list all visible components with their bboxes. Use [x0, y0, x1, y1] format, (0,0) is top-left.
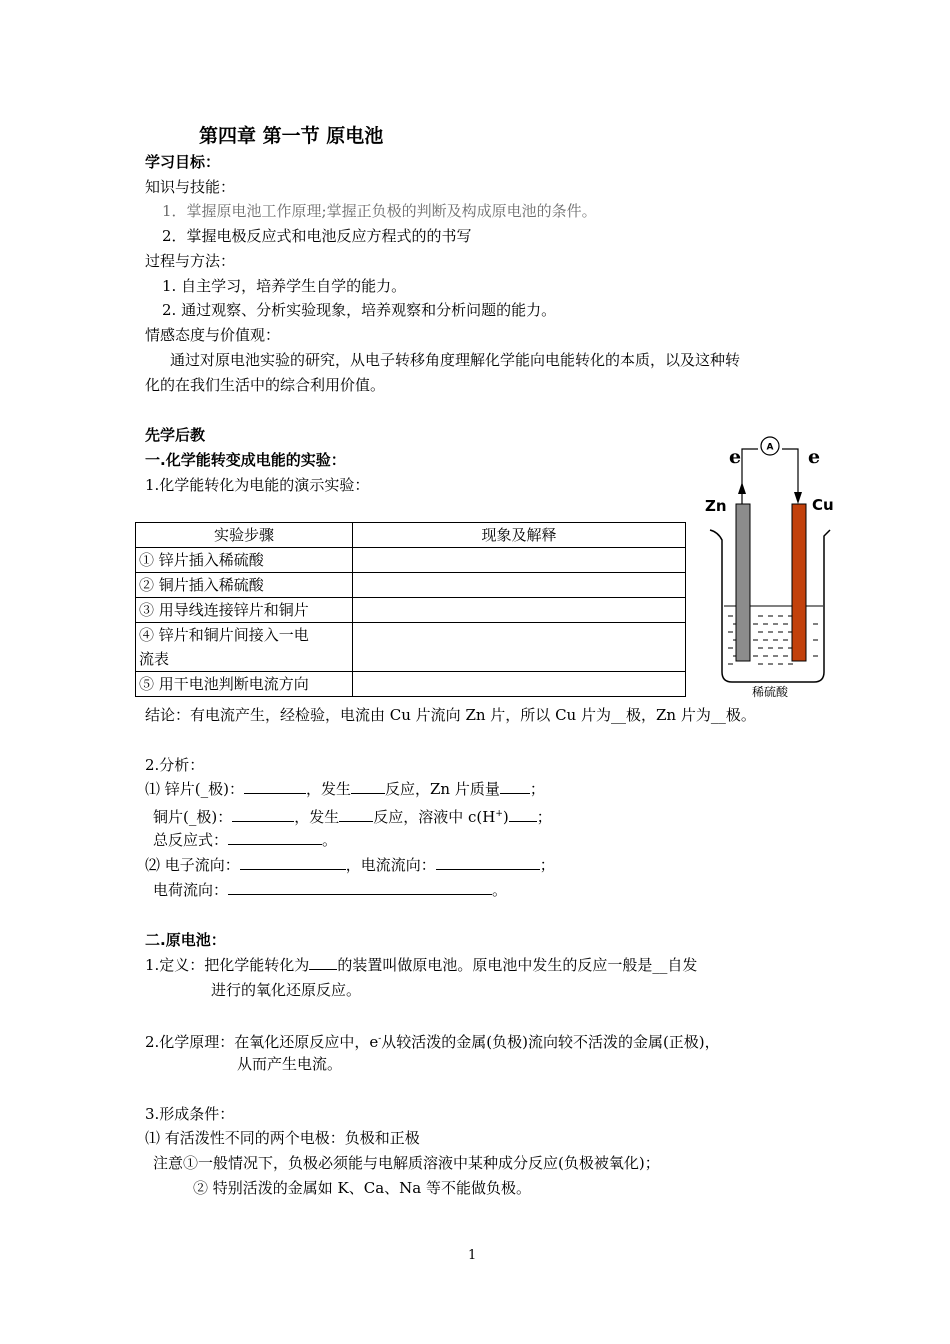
emotion-line-1: 通过对原电池实验的研究，从电子转移角度理解化学能向电能转化的本质，以及这种转 [170, 351, 741, 369]
electron-right-label: e [808, 446, 821, 468]
table-cell-step: ② 铜片插入稀硫酸 [136, 573, 353, 598]
blank-field [244, 779, 306, 794]
section2-heading: 二.原电池： [145, 931, 226, 949]
zn-text-b: ，发生 [305, 780, 351, 798]
table-cell-answer [353, 598, 686, 623]
electron-left-label: e [729, 446, 742, 468]
section-pre-heading: 先学后教 [145, 426, 206, 444]
analysis-heading: 2.分析： [145, 756, 205, 774]
objectives-heading: 学习目标： [145, 153, 221, 171]
experiment-table [135, 522, 686, 697]
table-cell-answer [353, 573, 686, 598]
charge-end: 。 [492, 881, 508, 899]
zn-text-c: 反应，Zn 片质量 [385, 780, 500, 798]
process-item-2: 2. 通过观察、分析实验现象，培养观察和分析问题的能力。 [162, 301, 557, 319]
blank-field [228, 830, 322, 845]
table-header-steps: 实验步骤 [136, 523, 353, 548]
cu-label: Cu [812, 496, 834, 514]
blank-field [500, 779, 530, 794]
analysis-charge-line [153, 880, 507, 900]
conditions-heading: 3.形成条件： [145, 1105, 235, 1123]
galvanic-cell-diagram [700, 432, 850, 702]
table-row [136, 623, 686, 672]
analysis-flow-line [145, 855, 555, 875]
table-row [136, 598, 686, 623]
total-end: 。 [322, 831, 338, 849]
definition-line [145, 955, 697, 975]
cu-text-d: ) [502, 808, 509, 826]
table-cell-step: ① 锌片插入稀硫酸 [136, 548, 353, 573]
emotion-heading: 情感态度与价值观： [145, 326, 281, 344]
knowledge-item-2: 2．掌握电极反应式和电池反应方程式的的书写 [162, 227, 472, 245]
blank-field [232, 807, 294, 822]
def-text-a: 1.定义：把化学能转化为 [145, 956, 310, 974]
flow-text-a: ⑵ 电子流向： [145, 856, 240, 874]
ammeter-label: A [766, 442, 774, 453]
table-header-row [136, 523, 686, 548]
analysis-total-line [153, 830, 337, 850]
principle-text-b: 从较活泼的金属(负极)流向较不活泼的金属(正极)， [381, 1033, 720, 1051]
arrow-down-icon [794, 492, 802, 504]
table-row [136, 548, 686, 573]
table-cell-step: ③ 用导线连接锌片和铜片 [136, 598, 353, 623]
page-number: 1 [468, 1248, 477, 1263]
demo-title: 1.化学能转化为电能的演示实验： [145, 476, 370, 494]
copper-electrode [792, 504, 806, 661]
solution-label: 稀硫酸 [751, 685, 789, 699]
note-2: ② 特别活泼的金属如 K、Ca、Na 等不能做负极。 [193, 1179, 531, 1197]
condition-1: ⑴ 有活泼性不同的两个电极：负极和正极 [145, 1129, 420, 1147]
zn-text-a: ⑴ 锌片(_极)： [145, 780, 244, 798]
table-cell-answer [353, 623, 686, 672]
flow-text-c: ； [539, 856, 555, 874]
zinc-electrode [736, 504, 750, 661]
table-cell-step-line2: 流表 [139, 650, 170, 668]
blank-field [509, 807, 537, 822]
cu-text-e: ； [536, 808, 552, 826]
table-cell-step: ⑤ 用干电池判断电流方向 [136, 672, 353, 697]
table-row [136, 672, 686, 697]
zn-text-d: ； [529, 780, 545, 798]
table-cell-step [136, 623, 353, 672]
definition-line-2: 进行的氧化还原反应。 [211, 981, 362, 999]
process-heading: 过程与方法： [145, 252, 236, 270]
blank-field [309, 955, 337, 970]
table-row [136, 573, 686, 598]
table-cell-answer [353, 672, 686, 697]
blank-field [228, 880, 492, 895]
note-1: 注意①一般情况下，负极必须能与电解质溶液中某种成分反应(负极被氧化)； [153, 1154, 660, 1172]
analysis-zn-line [145, 779, 545, 799]
principle-sup: - [378, 1034, 382, 1044]
flow-text-b: ，电流流向： [345, 856, 436, 874]
analysis-cu-line [153, 804, 552, 827]
knowledge-heading: 知识与技能： [145, 178, 236, 196]
cu-text-a: 铜片(_极)： [153, 808, 233, 826]
conclusion-text: 结论：有电流产生，经检验，电流由 Cu 片流向 Zn 片，所以 Cu 片为__极，Zn 片为__极。 [145, 706, 756, 724]
process-item-1: 1. 自主学习，培养学生自学的能力。 [162, 277, 407, 295]
table-cell-answer [353, 548, 686, 573]
blank-field [240, 855, 346, 870]
arrow-up-icon [738, 482, 746, 494]
charge-text: 电荷流向： [153, 881, 229, 899]
zn-label: Zn [705, 497, 727, 515]
wire-right [782, 449, 798, 496]
blank-field [436, 855, 540, 870]
page-title: 第四章 第一节 原电池 [199, 125, 384, 147]
cu-text-c: 反应，溶液中 c(H [373, 808, 496, 826]
wire-left [742, 449, 758, 504]
section1-heading: 一.化学能转变成电能的实验： [145, 451, 346, 469]
cu-sup: + [495, 809, 503, 819]
principle-text-a: 2.化学原理：在氧化还原反应中，e [145, 1033, 379, 1051]
def-text-b: 的装置叫做原电池。原电池中发生的反应一般是__自发 [337, 956, 698, 974]
blank-field [339, 807, 373, 822]
principle-line [145, 1029, 720, 1052]
emotion-line-2: 化的在我们生活中的综合利用价值。 [145, 376, 386, 394]
cu-text-b: ，发生 [294, 808, 340, 826]
knowledge-item-1: 1．掌握原电池工作原理;掌握正负极的判断及构成原电池的条件。 [162, 202, 597, 220]
principle-line-2: 从而产生电流。 [237, 1055, 343, 1073]
table-cell-step-line1: ④ 锌片和铜片间接入一电 [139, 626, 309, 644]
blank-field [351, 779, 385, 794]
total-text: 总反应式： [153, 831, 229, 849]
table-header-phenomena: 现象及解释 [353, 523, 686, 548]
